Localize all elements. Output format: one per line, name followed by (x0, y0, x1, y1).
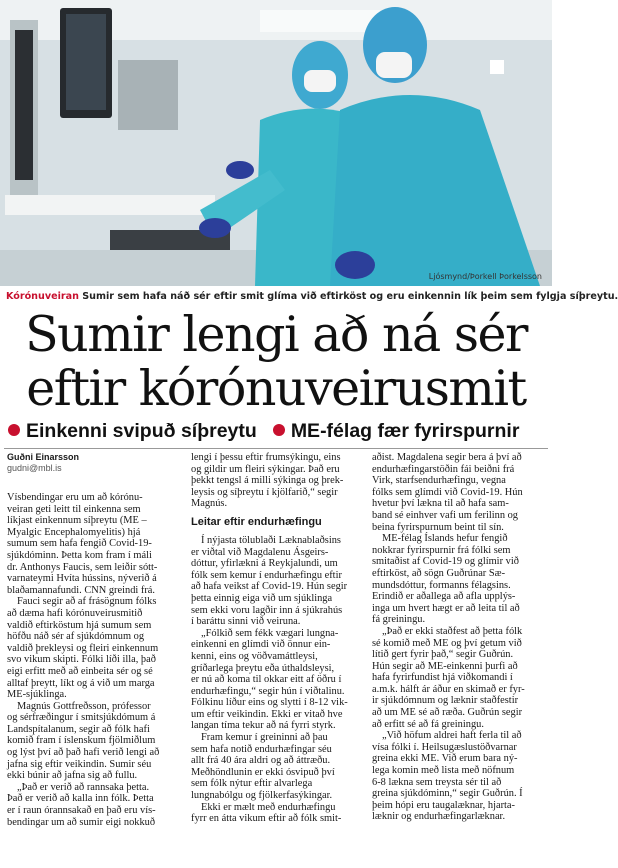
text-line: fólks sem glímdi við Covid-19. Hún (372, 486, 523, 498)
text-line: a.m.k. hálft ár áður en skimað er fyr- (372, 683, 525, 695)
headline-line-1: Sumir lengi að ná sér (25, 306, 527, 363)
text-line: fá greiningu. (372, 614, 426, 626)
text-line: inga um hvert hægt er að leita til að (372, 602, 520, 614)
text-line: ME-sjúklinga. (7, 689, 67, 701)
text-line: valdið eftirköstum hjá sumum sem (7, 619, 152, 631)
text-line: í baráttu sinni við veiruna. (191, 616, 301, 628)
text-line: er í raun órannsakað en það eru vís- (7, 805, 156, 817)
text-line: að hafa veikst af Covid-19. Hún segir (191, 581, 348, 593)
text-line: Landspítalanum, segir að fólk hafi (7, 723, 150, 735)
headline-line-2: eftir kórónuveirusmit (26, 360, 526, 417)
article-photo (0, 0, 552, 286)
text-line: ir sjúkdómnum og læknir staðfestir (372, 695, 519, 707)
text-line: beina fyrirspurnum beint til sín. (372, 521, 504, 533)
text-line: sumum sem hafa fengið Covid-19- (7, 538, 152, 550)
text-line: nokkrar fyrirspurnir frá fólki sem (372, 544, 511, 556)
text-line: endurhæfingarstöðin fái beiðni frá (372, 463, 515, 475)
text-line: sjúkdóminn. Þetta kom fram í máli (7, 549, 152, 561)
icu-staff-photo (0, 0, 552, 286)
text-column-2 (191, 452, 365, 825)
text-line: ekki búnir að jafna sig að fullu. (7, 770, 138, 782)
text-line: og sérfræðingur í smitsjúkdómum á (7, 712, 156, 724)
text-line: Fram kemur í greininni að þau (201, 732, 328, 744)
text-line: leysis og síþreytu í kjölfarið,“ segir (191, 486, 338, 498)
text-line: gríðarlega þreytu eða úthaldsleysi, (191, 662, 335, 674)
text-line: Magnús Gottfreðsson, prófessor (17, 700, 151, 712)
text-line: dr. Anthonys Faucis, sem leiðir sótt- (7, 561, 158, 573)
text-line: einkenni en glímdi við önnur ein- (191, 639, 331, 651)
text-line: sem hafa notið endurhæfingar séu (191, 743, 332, 755)
text-line: að um ME sé að ræða. Guðrún segir (372, 707, 523, 719)
text-line: Meðhöndlunin er ekki ósvipuð því (191, 766, 335, 778)
author-email[interactable]: gudni@mbl.is (7, 463, 62, 473)
text-line: Virk, starfsendurhæfingu, vegna (372, 475, 506, 487)
text-line: lungnabólgu og fjölkerfasýkingar. (191, 790, 333, 802)
text-line: sem fólk nýtur eftir alvarlega (191, 778, 313, 790)
divider (4, 448, 548, 449)
text-line: svo vikum skipti. Fólki líði illa, það (7, 654, 156, 666)
text-line: band sé einhver vafi um ferilinn og (372, 509, 519, 521)
text-line: Erindið er aðallega að afla upplýs- (372, 591, 516, 603)
text-line: eftirköst, að sögn Guðrúnar Sæ- (372, 567, 506, 579)
text-line: eigi erfitt með að einbeita sér og sé (7, 665, 153, 677)
text-line: Myalgic Encephalomyelitis) hjá (7, 526, 141, 538)
text-line: smitaðist af Covid-19 og glímir við (372, 556, 519, 568)
text-line: veiran geti leitt til einkenna sem (7, 503, 141, 515)
text-line: hvetur því lækna til að hafa sam- (372, 498, 509, 510)
text-line: greina ekki ME. Við erum bara ný- (372, 753, 518, 765)
text-line: þekkt tengsl á milli sýkinga og þrek- (191, 475, 344, 487)
text-line: vísa fólki í. Heilsugæslustöðvarnar (372, 741, 517, 753)
bullet-dot-icon (8, 424, 20, 436)
text-line: komið fram í íslenskum fjölmiðlum (7, 735, 156, 747)
text-line: læknir og endurhæfingarlæknar. (372, 811, 506, 823)
headline (4, 308, 548, 416)
text-line: fyrr en átta vikum eftir að fólk smit- (191, 813, 342, 825)
photo-caption (6, 291, 618, 302)
text-line: „Það er ekki staðfest að þetta fólk (382, 625, 523, 637)
text-line: „Það er verið að rannsaka þetta. (17, 781, 150, 793)
caption-text: Sumir sem hafa náð sér eftir smit glíma við eftirköst og eru einkennin lík þeim sem fylgja síþreytu. (78, 291, 618, 302)
text-line: um eftir veikindin. Ekki er vitað hve (191, 708, 343, 720)
text-line: að erfitt sé að fá greiningu. (372, 718, 484, 730)
text-line: allt frá 40 ára aldri og að áttræðu. (191, 755, 331, 767)
text-column-3 (372, 452, 546, 823)
text-line: er nú að koma til okkar eitt af öðru í (191, 674, 342, 686)
text-line: að dæma hafi kórónuveirusmitið (7, 607, 143, 619)
text-column-1 (7, 492, 181, 828)
bullet-dot-icon (273, 424, 285, 436)
text-line: valdið þrekleysi og fleiri einkennum (7, 642, 159, 654)
text-line: Hún segir að ME-einkenni þurfi að (372, 660, 518, 672)
text-line: líkjast einkennum síþreytu (ME – (7, 515, 147, 527)
text-line: hafa fyrirfundist hjá viðkomandi í (372, 672, 513, 684)
text-line: varnateymi Hvíta hússins, nýverið á (7, 573, 157, 585)
text-line: aðist. Magdalena segir bera á því að (372, 452, 522, 463)
text-line: „Fólkið sem fékk vægari lungna- (201, 627, 339, 639)
text-line: langan tíma tekur að ná fyrri styrk. (191, 720, 336, 732)
text-line: þetta einnig eiga við um sjúklinga (191, 592, 333, 604)
text-line: Vísbendingar eru um að kórónu- (7, 492, 143, 503)
photo-credit: Ljósmynd/Þorkell Þorkelsson (428, 272, 542, 281)
text-line: lengi í þessu eftir frumsýkingu, eins (191, 452, 341, 463)
text-line: sé komið með ME og því getum við (372, 637, 522, 649)
text-line: jafna sig eftir veikindin. Sumir séu (7, 758, 152, 770)
author-name: Guðni Einarsson (7, 452, 80, 462)
text-line: er viðtal við Magdalenu Ásgeirs- (191, 546, 329, 558)
subheads (8, 420, 548, 443)
text-line: 6-8 lækna sem treysta sér til að (372, 776, 502, 788)
subhead-1: Einkenni svipuð síþreytu (26, 420, 257, 442)
text-line: fólk sem kemur í endurhæfingu eftir (191, 569, 342, 581)
text-line: lítið gert fyrir það,“ segir Guðrún. (372, 649, 514, 661)
text-line: alltaf þreytt, líkt og á við um marga (7, 677, 155, 689)
text-line: Fauci segir að af frásögnum fólks (17, 596, 157, 608)
text-line: lega komin með lista með nöfnum (372, 765, 515, 777)
text-line: endurhæfingu,“ segir hún í viðtalinu. (191, 685, 345, 697)
text-line: mundsdóttur, formanns félagsins. (372, 579, 511, 591)
text-line: Í nýjasta tölublaði Læknablaðsins (201, 534, 341, 546)
subhead-2: ME-félag fær fyrirspurnir (290, 420, 520, 442)
text-line: dóttur, yfirlækni á Reykjalundi, um (191, 558, 338, 570)
caption-kicker: Kórónuveiran (6, 291, 79, 302)
text-line: sem ekki voru lagðir inn á sjúkrahús (191, 604, 343, 616)
text-line: bendingar um að sumir eigi nokkuð (7, 816, 156, 828)
text-line: höfðu náð sér af sjúkdómnum og (7, 631, 145, 643)
section-subheading: Leitar eftir endurhæfingu (191, 515, 322, 528)
text-line: kenni, eins og vöðvamáttleysi, (191, 650, 318, 662)
text-line: ME-félag Íslands hefur fengið (382, 533, 508, 545)
text-line: og lýst því að það hafi verið lengi að (7, 747, 160, 759)
text-line: Það er verið að kalla inn fólk. Þetta (7, 793, 154, 805)
text-line: Magnús. (191, 498, 228, 510)
text-line: „Við höfum aldrei haft ferla til að (382, 730, 522, 742)
text-line: greina sjúkdóminn,“ segir Guðrún. Í (372, 788, 523, 800)
text-line: þeim hópi eru taugalæknar, hjarta- (372, 799, 515, 811)
text-line: Fólkinu líður eins og slytti í 8-12 vik- (191, 697, 348, 709)
text-line: blaðamannafundi. CNN greindi frá. (7, 584, 156, 596)
text-line: og gildir um fleiri sýkingar. Það eru (191, 463, 340, 475)
text-line: Ekki er mælt með endurhæfingu (201, 801, 336, 813)
